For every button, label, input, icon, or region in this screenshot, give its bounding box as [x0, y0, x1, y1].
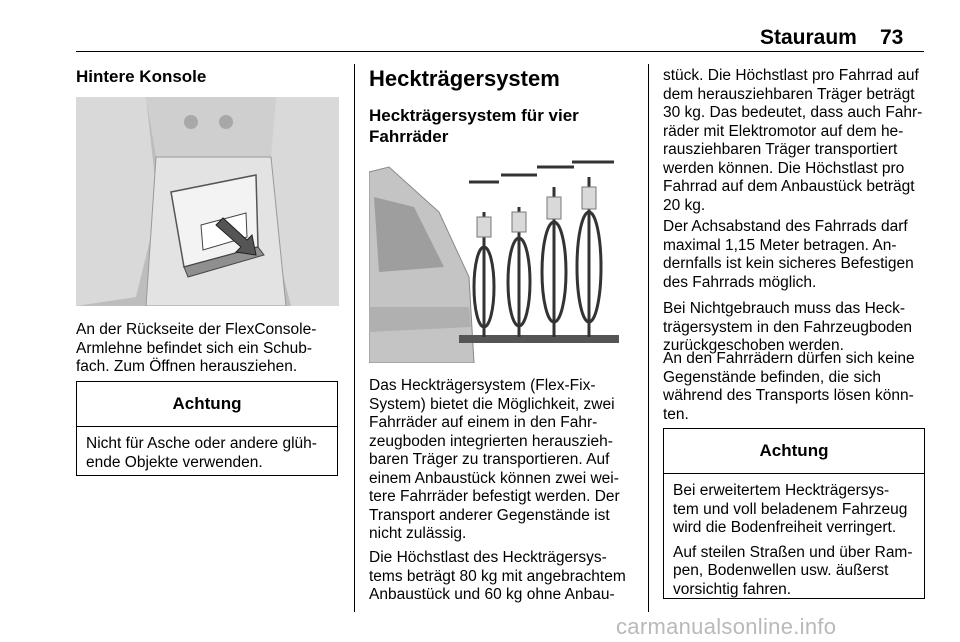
text-line: vorsichtig fahren. — [673, 580, 792, 598]
subheading-four-bikes — [369, 105, 579, 147]
column-divider-1 — [354, 64, 355, 612]
watermark: carmanualsonline.info — [616, 614, 837, 639]
subheading-line: Heckträgersystem für vier — [369, 106, 579, 125]
text-line: rausziehbaren Träger transportiert — [663, 141, 898, 158]
text-line: Der Achsabstand des Fahrrads darf — [663, 218, 908, 235]
text-line: System) bietet die Möglichkeit, zwei — [369, 395, 615, 413]
caution-box-right — [663, 428, 925, 599]
caution-title: Achtung — [77, 382, 337, 427]
text-line: ten. — [663, 405, 689, 423]
text-line: Bei erweitertem Heckträgersys- — [673, 482, 890, 499]
page-header-title: Stauraum — [760, 26, 857, 49]
caution-title: Achtung — [664, 429, 924, 474]
text-line: tems beträgt 80 kg mit angebrachtem — [369, 567, 626, 585]
right-paragraph-2 — [663, 218, 914, 292]
text-line: fach. Zum Öffnen herausziehen. — [76, 358, 298, 375]
text-line: zurückgeschoben werden. — [663, 337, 844, 354]
right-paragraph-3 — [663, 300, 912, 356]
text-line: 30 kg. Das bedeutet, dass auch Fahr- — [663, 104, 923, 121]
text-line: 20 kg. — [663, 196, 706, 214]
text-line: stück. Die Höchstlast pro Fahrrad auf — [663, 67, 919, 84]
text-line: tere Fahrräder befestigt werden. Der — [369, 488, 620, 505]
section-heading-rear-console: Hintere Konsole — [76, 67, 207, 86]
text-line: räder mit Elektromotor auf dem he- — [663, 122, 904, 140]
text-line: nicht zulässig. — [369, 525, 467, 542]
text-line: Bei Nichtgebrauch muss das Heck- — [663, 300, 906, 317]
text-line: Transport anderer Gegenstände ist — [369, 506, 610, 524]
text-line: dem herausziehbaren Träger beträgt — [663, 85, 915, 103]
text-line: Die Höchstlast des Heckträgersys- — [369, 549, 607, 566]
text-line: trägersystem in den Fahrzeugboden — [663, 318, 913, 336]
text-line: Anbaustück und 60 kg ohne Anbau- — [369, 586, 615, 603]
text-line: pen, Bodenwellen usw. äußerst — [673, 562, 889, 579]
text-line: Das Heckträgersystem (Flex-Fix- — [369, 377, 596, 394]
text-line: werden können. Die Höchstlast pro — [663, 159, 905, 177]
text-line: wird die Bodenfreiheit verringert. — [673, 519, 897, 536]
caution-paragraph — [673, 482, 915, 538]
right-paragraph-1 — [663, 67, 922, 215]
caution-box-left — [76, 381, 338, 476]
text-line: einem Anbaustück können zwei wei- — [369, 469, 619, 487]
text-line: dernfalls ist kein sicheres Befestigen — [663, 255, 914, 272]
text-line: An den Fahrrädern dürfen sich keine — [663, 350, 915, 367]
text-line: Fahrrad auf dem Anbaustück beträgt — [663, 178, 915, 195]
rear-console-text — [76, 321, 316, 377]
column-divider-2 — [648, 64, 649, 612]
right-paragraph-4 — [663, 350, 915, 424]
text-line: Fahrräder auf einem in den Fahr- — [369, 414, 598, 431]
section-heading-rear-carrier: Heckträgersystem — [369, 66, 560, 91]
text-line: An der Rückseite der FlexConsole- — [76, 321, 317, 338]
rear-console-drawing — [76, 97, 339, 306]
carrier-paragraph-1 — [369, 377, 620, 544]
bike-carrier-drawing — [369, 157, 632, 363]
text-line: Auf steilen Straßen und über Ram- — [673, 543, 913, 561]
text-line: des Fahrrads möglich. — [663, 273, 817, 291]
subheading-line: Fahrräder — [369, 127, 449, 146]
carrier-paragraph-2 — [369, 549, 626, 605]
text-line: Gegenstände befinden, die sich — [663, 368, 882, 386]
text-line: maximal 1,15 Meter betragen. An- — [663, 236, 897, 254]
text-line: Armlehne befindet sich ein Schub- — [76, 339, 313, 357]
page-number: 73 — [880, 26, 904, 49]
text-line: ende Objekte verwenden. — [86, 453, 263, 471]
text-line: zeugboden integrierten herauszieh- — [369, 432, 613, 450]
header-rule — [76, 51, 924, 52]
caution-body — [664, 474, 924, 599]
text-line: Nicht für Asche oder andere glüh- — [86, 435, 317, 452]
text-line: baren Träger zu transportieren. Auf — [369, 451, 610, 468]
rear-console-figure — [76, 97, 339, 306]
bike-carrier-figure — [369, 157, 632, 363]
caution-paragraph — [673, 544, 915, 600]
text-line: tem und voll beladenem Fahrzeug — [673, 500, 908, 518]
caution-body — [77, 427, 337, 472]
text-line: während des Transports lösen könn- — [663, 387, 914, 404]
